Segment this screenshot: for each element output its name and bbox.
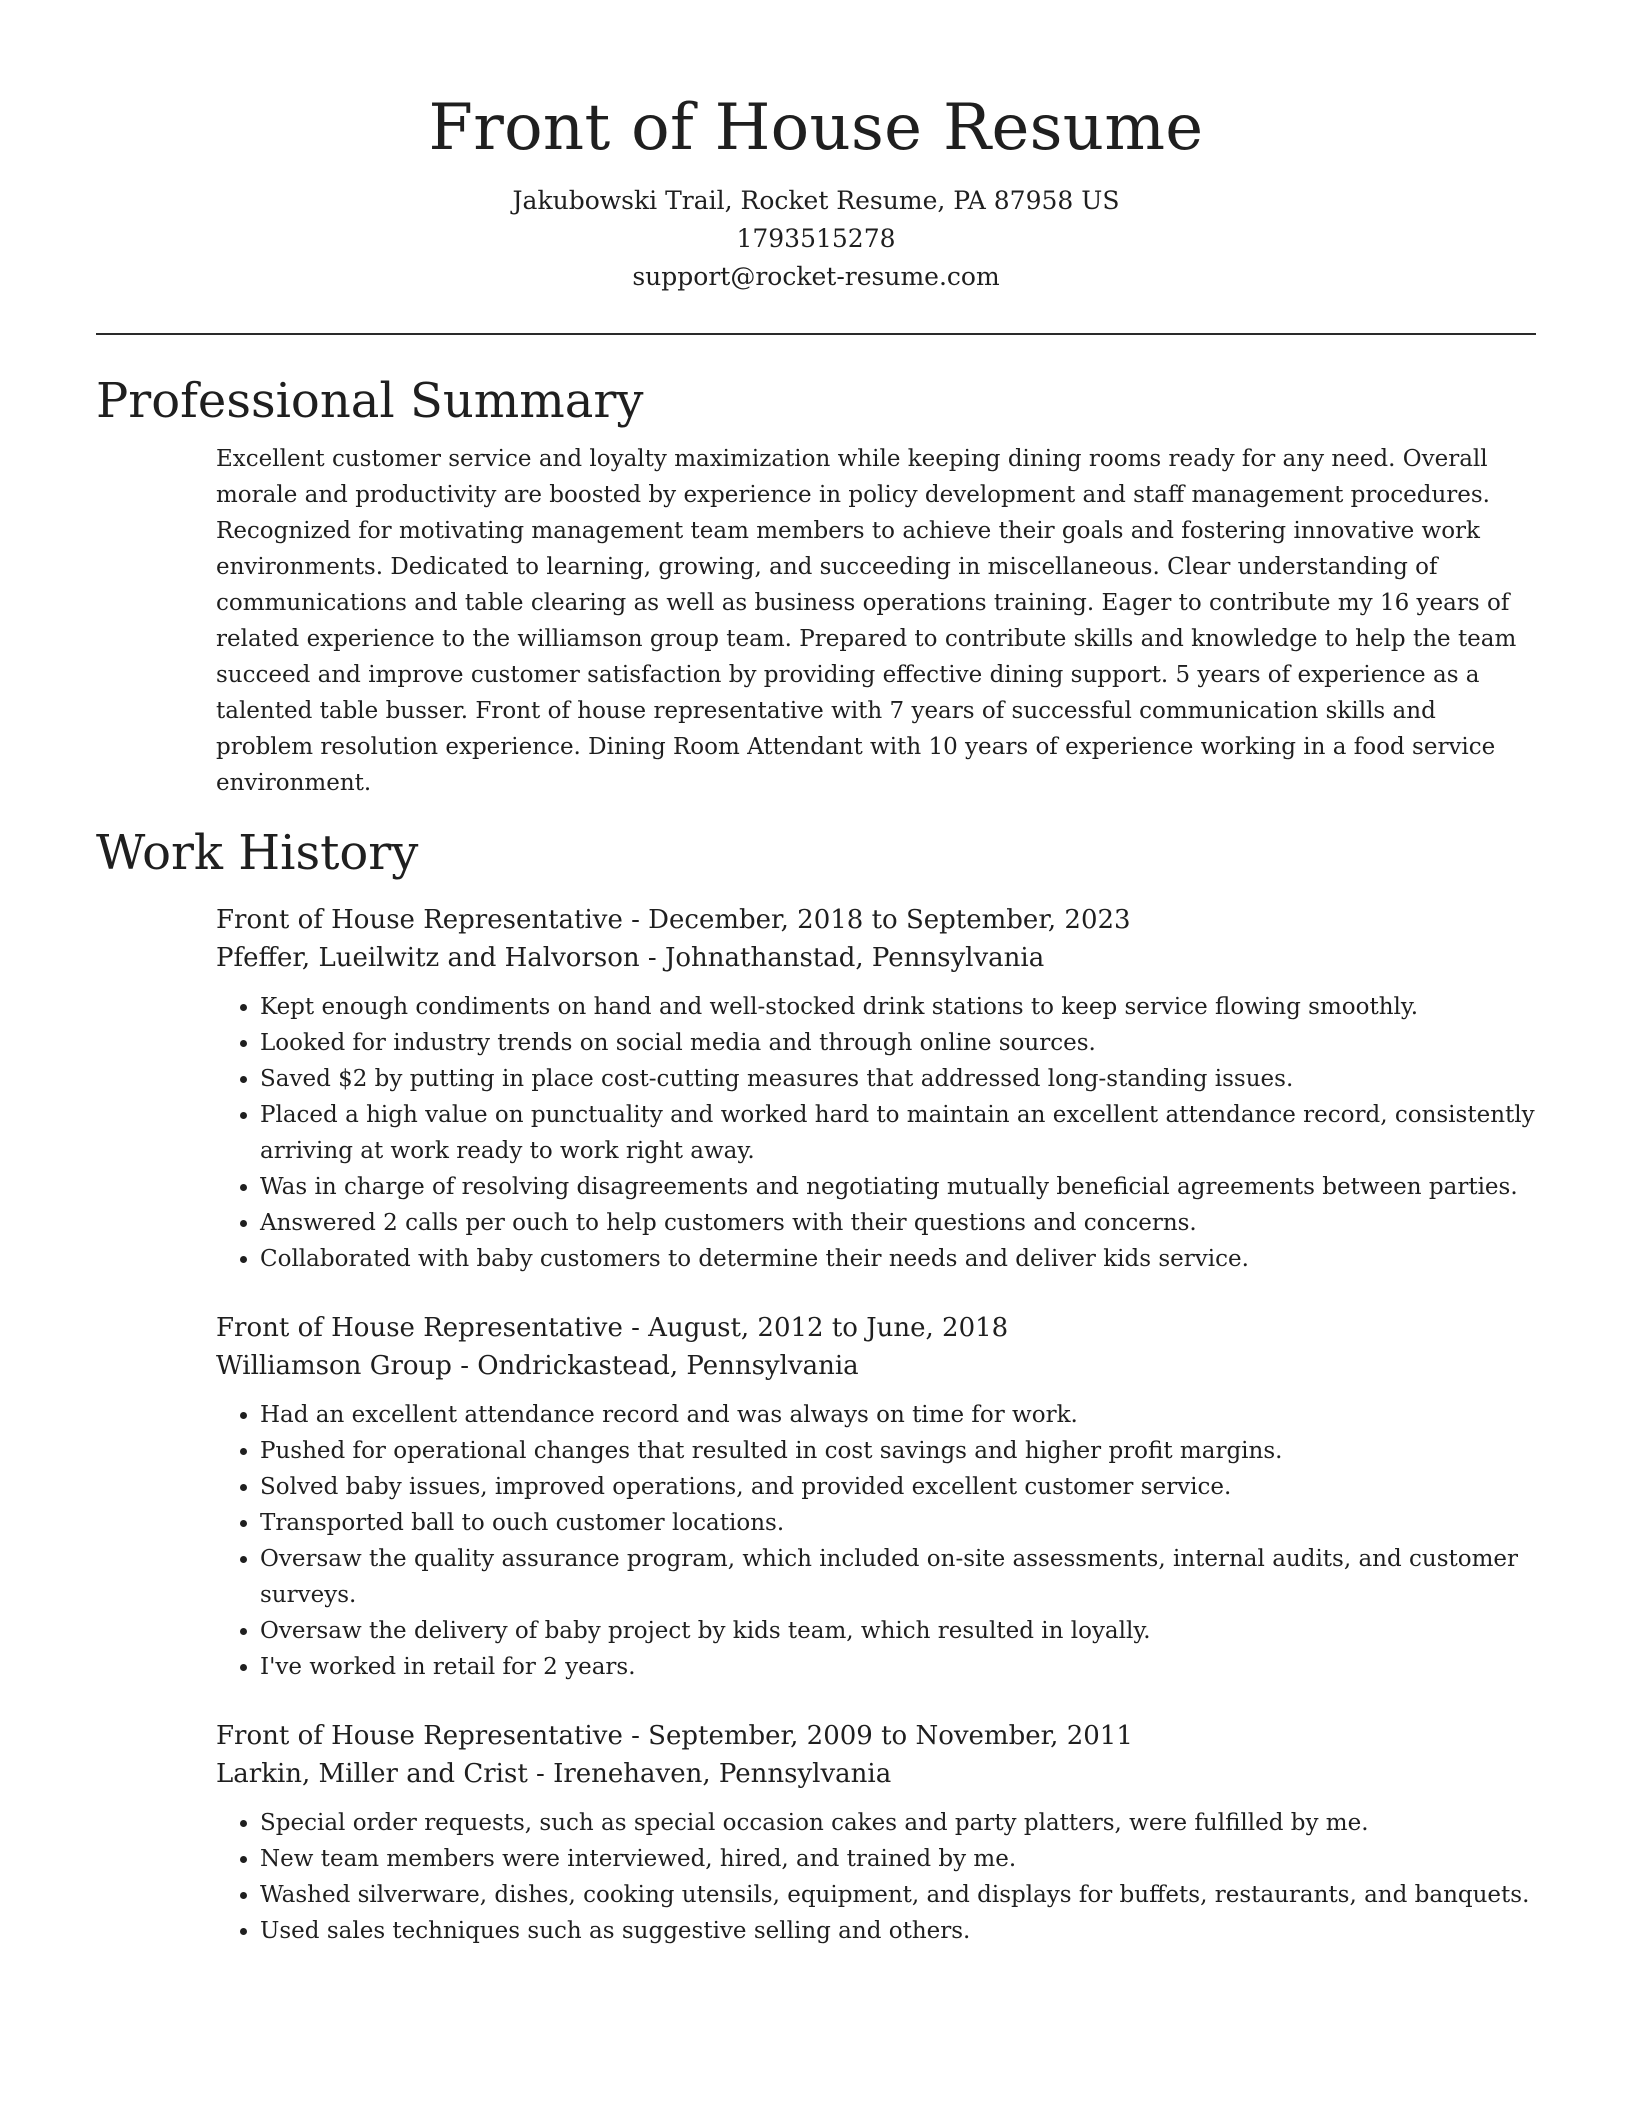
header-divider <box>96 333 1536 335</box>
job-entry <box>216 901 1536 1277</box>
professional-summary-section <box>96 371 1536 801</box>
job-company-line: Pfeffer, Lueilwitz and Halvorson - Johnathanstad, Pennsylvania <box>216 943 1045 973</box>
job-bullet: • Looked for industry trends on social media and through online sources. <box>260 1025 1536 1061</box>
job-bullet: • Saved $2 by putting in place cost-cutting measures that addressed long-standing issues. <box>260 1061 1536 1097</box>
job-bullet: • Special order requests, such as special occasion cakes and party platters, were fulfilled by me. <box>260 1805 1536 1841</box>
job-bullet: • Kept enough condiments on hand and well-stocked drink stations to keep service flowing smoothly. <box>260 989 1536 1025</box>
job-entry <box>216 1309 1536 1685</box>
job-bullet: • Answered 2 calls per ouch to help customers with their questions and concerns. <box>260 1205 1536 1241</box>
job-bullet: • Pushed for operational changes that resulted in cost savings and higher profit margins. <box>260 1433 1536 1469</box>
summary-heading: Professional Summary <box>96 373 644 429</box>
job-bullet-list <box>216 1805 1536 1949</box>
job-bullet-list <box>216 1397 1536 1685</box>
job-company-line: Larkin, Miller and Crist - Irenehaven, Pennsylvania <box>216 1759 892 1789</box>
job-bullet: • Oversaw the delivery of baby project by kids team, which resulted in loyally. <box>260 1613 1536 1649</box>
job-bullet: • New team members were interviewed, hired, and trained by me. <box>260 1841 1536 1877</box>
job-title-line: Front of House Representative - September, 2009 to November, 2011 <box>216 1721 1133 1751</box>
job-entry <box>216 1717 1536 1949</box>
job-bullet: • Transported ball to ouch customer locations. <box>260 1505 1536 1541</box>
contact-info <box>96 182 1536 296</box>
contact-email: support@rocket-resume.com <box>632 262 1000 291</box>
job-bullet-list <box>216 989 1536 1277</box>
contact-address: Jakubowski Trail, Rocket Resume, PA 87958 US <box>512 186 1120 215</box>
resume-header <box>96 0 1536 296</box>
summary-text: Excellent customer service and loyalty maximization while keeping dining rooms ready for any need. Overall morale and productivity are boosted by experience in policy development and staff management procedures. Recognized for motivating management team members to achieve their goals and fostering innovative work environments. Dedicated to learning, growing, and succeeding in miscellaneous. Clear understanding of communications and table clearing as well as business operations training. Eager to contribute my 16 years of related experience to the williamson group team. Prepared to contribute skills and knowledge to help the team succeed and improve customer satisfaction by providing effective dining support. 5 years of experience as a talented table busser. Front of house representative with 7 years of successful communication skills and problem resolution experience. Dining Room Attendant with 10 years of experience working in a food service environment. <box>216 446 1517 796</box>
job-bullet: • Washed silverware, dishes, cooking utensils, equipment, and displays for buffets, restaurants, and banquets. <box>260 1877 1536 1913</box>
work-history-heading: Work History <box>96 825 419 881</box>
job-company-line: Williamson Group - Ondrickastead, Pennsylvania <box>216 1351 859 1381</box>
job-bullet: • Placed a high value on punctuality and worked hard to maintain an excellent attendance record, consistently arriving at work ready to work right away. <box>260 1097 1536 1169</box>
job-bullet: • Was in charge of resolving disagreements and negotiating mutually beneficial agreements between parties. <box>260 1169 1536 1205</box>
job-bullet: • Oversaw the quality assurance program, which included on-site assessments, internal audits, and customer surveys. <box>260 1541 1536 1613</box>
job-bullet: • Had an excellent attendance record and was always on time for work. <box>260 1397 1536 1433</box>
resume-title: Front of House Resume <box>428 91 1204 165</box>
job-bullet: • Collaborated with baby customers to determine their needs and deliver kids service. <box>260 1241 1536 1277</box>
job-bullet: • Solved baby issues, improved operations, and provided excellent customer service. <box>260 1469 1536 1505</box>
job-title-line: Front of House Representative - August, 2012 to June, 2018 <box>216 1313 1009 1343</box>
job-bullet: • Used sales techniques such as suggestive selling and others. <box>260 1913 1536 1949</box>
job-title-line: Front of House Representative - December, 2018 to September, 2023 <box>216 905 1131 935</box>
job-bullet: • I've worked in retail for 2 years. <box>260 1649 1536 1685</box>
contact-phone: 1793515278 <box>736 224 896 253</box>
work-history-section <box>96 823 1536 1949</box>
